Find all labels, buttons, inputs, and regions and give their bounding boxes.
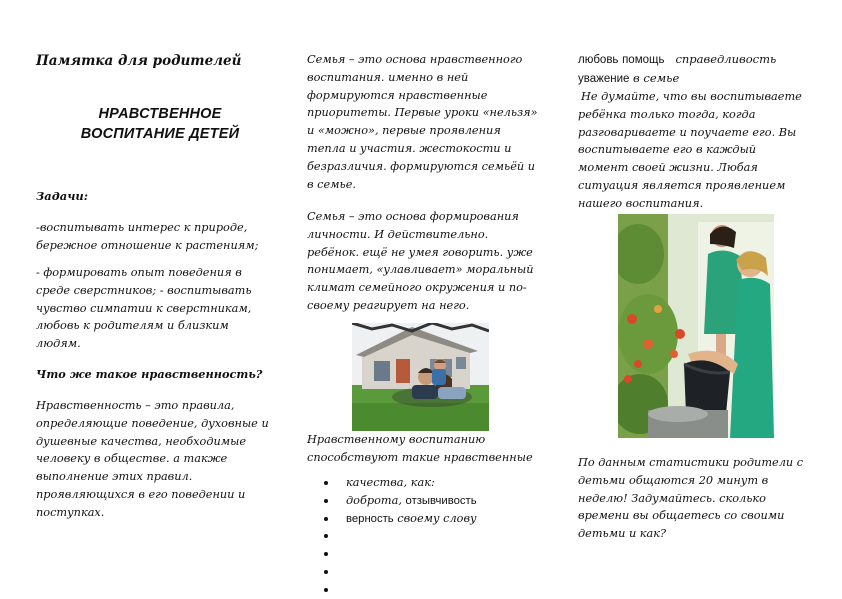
statistics-paragraph: По данным статистики родители с детьми общаются 20 минут в неделю! Задумайтесь. сколько времени вы общаетесь со своими детьми и как? [578,456,804,541]
bullet-icon [324,499,328,503]
task-2: - формировать опыт поведения в среде сверстников; - воспитывать чувство симпатии к сверстникам, любовь к родителям и близким людям. [36,266,252,351]
quality-kindness: доброта, [346,493,402,507]
title-line-1: НРАВСТВЕННОЕ [98,106,222,122]
quality-loyalty: верность [346,512,394,525]
qualities-intro-line-1: Нравственному воспитанию [307,433,486,446]
qualities-line-b [578,69,810,88]
family-paragraph-2: Семья – это основа формирования личности. И действительно. ребёнок. ещё не умея говорить. уже понимает, «улавливает» моральный климат семейного окружения и по-своему реагирует на него. [307,210,534,312]
bullet-icon [324,517,328,521]
qualities-intro-line-2: способствуют такие нравственные [307,450,533,464]
quality-justice: справедливость [675,52,777,66]
task-1: -воспитывать интерес к природе, бережное отношение к растениям; [36,221,259,252]
family-photo [352,323,489,431]
gardening-photo [618,214,774,438]
list-item [320,563,540,581]
bullet-icon [324,570,328,574]
quality-love: любовь [578,54,619,66]
quality-responsiveness: отзывчивость [405,494,477,507]
title-line-2: ВОСПИТАНИЕ ДЕТЕЙ [80,126,240,142]
family-paragraph-1: Семья – это основа нравственного воспитания. именно в ней формируются нравственные приоритеты. Первые уроки «нельзя» и «можно», первые проявления тепла и участия. жестокости и безразличия. формируются семьёй и в семье. [307,53,538,191]
morality-question: Что же такое нравственность? [36,367,263,381]
quality-help: помощь [622,54,665,66]
quality-word: своему слову [397,511,477,525]
qualities-list [320,474,540,599]
tasks-label: Задачи: [36,189,89,203]
brochure-heading: Памятка для родителей [36,53,242,69]
page-title [40,104,280,144]
list-item [320,474,540,492]
bullet-icon [324,552,328,556]
quality-family: в семье [633,71,680,85]
list-item [320,527,540,545]
qualities-intro [307,431,539,467]
bullet-icon [324,534,328,538]
quality-loyalty-row [346,510,477,529]
list-item [320,492,540,510]
qualities-line-3: качества, как: [346,476,435,489]
morality-definition: Нравственность – это правила, определяющие поведение, духовные и душевные качества, необходимые человеку в обществе. а также выполнение этих правил. проявляющихся в его поведении и поступках. [36,399,269,519]
list-item [320,545,540,563]
list-item [320,510,540,528]
bullet-icon [324,588,328,592]
quality-kindness-row [346,492,477,511]
quality-respect: уважение [578,73,630,85]
qualities-continued [578,50,810,88]
upbringing-paragraph: Не думайте, что вы воспитываете ребёнка только тогда, когда разговариваете и поучаете его. Вы воспитываете его в каждый момент своей жизни. Любая ситуация является проявлением нашего воспитания. [578,90,802,210]
qualities-line-a [578,50,810,69]
bullet-icon [324,481,328,485]
list-item [320,581,540,599]
